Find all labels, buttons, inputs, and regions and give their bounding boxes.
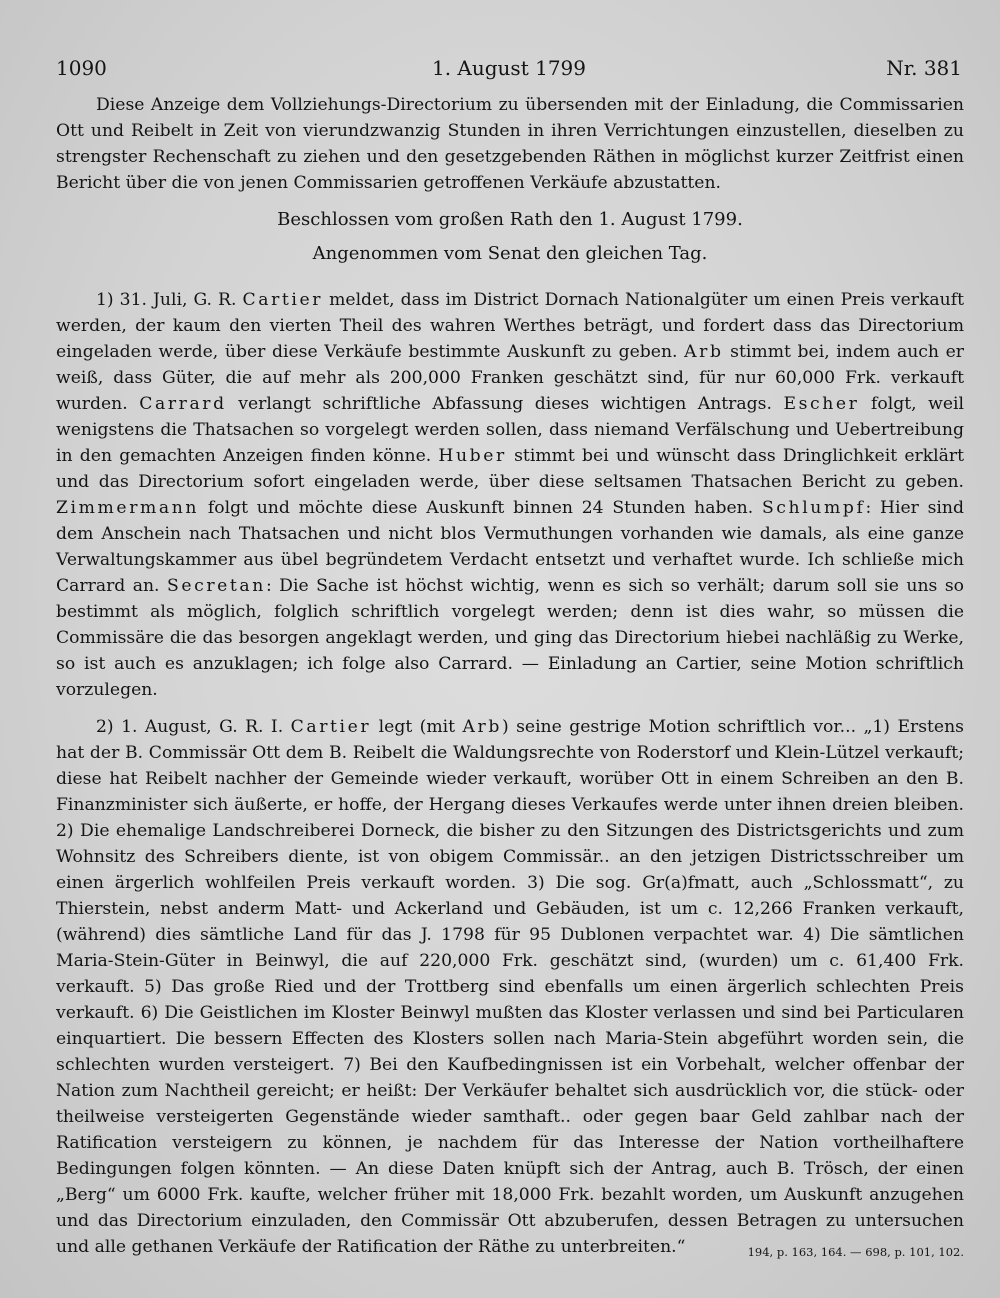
text-run: folgt und möchte diese Auskunft binnen 24 Stunden haben.	[199, 498, 762, 518]
speaker-name: Zimmermann	[56, 498, 200, 518]
speaker-name: Cartier	[290, 717, 372, 737]
text-run: stimmt bei und wünscht dass Dringlichkeit erklärt und das Directorium sofort eingeladen werde, über diese seltsamen Thatsachen Bericht zu geben.	[56, 446, 964, 492]
text-run: 2) 1. August, G. R. I.	[96, 717, 291, 737]
header-date: 1. August 1799	[431, 56, 586, 80]
speaker-name: Huber	[438, 446, 507, 466]
text-run: ) seine gestrige Motion schriftlich vor... „1) Erstens hat der B. Commissär Ott dem B. Reibelt die Waldungsrechte von Roderstorf und Klein-Lützel verkauft; diese hat Reibelt nachher der Gemeinde wieder verkauft, worüber Ott in einem Schreiben an den B. Finanzminister sich äußerte, er hoffe, der Hergang dieses Verkaufes werde unter ihnen dreien bleiben. 2) Die ehemalige Landschreiberei Dorneck, die bisher zu den Sitzungen des Districtsgerichts und zum Wohnsitz des Schreibers diente, ist von obigem Commissär.. an den jetzigen Districtsschreiber um einen ärgerlich wohlfeilen Preis verkauft worden. 3) Die sog. Gr(a)fmatt, auch „Schlossmatt“, zu Thierstein, nebst anderm Matt- und Ackerland und Gebäuden, ist um c. 12,266 Franken verkauft, (während) dies sämtliche Land für das J. 1798 für 95 Dublonen verpachtet war. 4) Die sämtlichen Maria-Stein-Güter in Beinwyl, die auf 220,000 Frk. geschätzt sind, (wurden) um c. 61,400 Frk. verkauft. 5) Das große Ried und der Trottberg sind ebenfalls um einen ärgerlich schlechten Preis verkauft. 6) Die Geistlichen im Kloster Beinwyl mußten das Kloster verlassen und sind bei Particularen einquartiert. Die bessern Effecten des Klosters sollen nach Maria-Stein abgeführt worden sein, die schlechten wurden versteigert. 7) Bei den Kaufbedingnissen ist ein Vorbehalt, welcher offenbar der Nation zum Nachtheil gereicht; er heißt: Der Verkäufer behaltet sich ausdrücklich vor, die stück- oder theilweise versteigerten Gegenstände wieder samthaft.. oder gegen baar Geld zahlbar nach der Ratification versteigern zu können, je nachdem für das Interesse der Nation vortheilhaftere Bedingungen folgen könnten. — An diese Daten knüpft sich der Antrag, auch B. Trösch, der einen „Berg“ um 6000 Frk. kaufte, welcher früher mit 18,000 Frk. bezahlt worden, um Auskunft anzugehen und das Directorium einzuladen, den Commissär Ott abzuberufen, dessen Betragen zu untersuchen und alle gethanen Verkäufe der Ratification der Räthe zu unterbreiten.“	[56, 717, 964, 1257]
page-number: 1090	[56, 56, 107, 80]
speaker-name: Arb	[684, 342, 724, 362]
page-body	[56, 92, 964, 1265]
text-run: : Hier sind dem Anschein nach Thatsachen und nicht blos Vermuthungen vorhanden wie damals, als eine ganze Verwaltungskammer aus übel begründetem Verdacht entsetzt und verhaftet wurde. Ich schließe mich Carrard an.	[56, 498, 964, 596]
text-run: meldet, dass im District Dornach Nationalgüter um einen Preis verkauft werden, der kaum den vierten Theil des wahren Werthes beträgt, und fordert dass das Directorium eingeladen werde, über diese Verkäufe bestimmte Auskunft zu geben.	[56, 290, 964, 362]
speaker-name: Cartier	[242, 290, 324, 310]
document-number: Nr. 381	[886, 56, 962, 80]
speaker-name: Secretan	[166, 576, 266, 596]
source-reference: 194, p. 163, 164. — 698, p. 101, 102.	[747, 1245, 964, 1259]
text-run: folgt, weil wenigstens die Thatsachen so vorgelegt werden sollen, dass niemand Verfälschung und Uebertreibung in den gemachten Anzeigen finden könne.	[56, 394, 964, 466]
text-run: stimmt bei, indem auch er weiß, dass Güter, die auf mehr als 200,000 Franken geschätzt sind, für nur 60,000 Frk. verkauft wurden.	[56, 342, 964, 414]
page-header	[56, 56, 962, 86]
speaker-name: Schlumpf	[761, 498, 866, 518]
section-1-paragraph	[56, 287, 964, 703]
text-run: legt (mit	[371, 717, 463, 737]
speaker-name: Carrard	[139, 394, 227, 414]
senate-resolution: Angenommen vom Senat den gleichen Tag.	[312, 243, 708, 264]
section-2-paragraph	[56, 714, 964, 1260]
text-run: : Die Sache ist höchst wichtig, wenn es sich so verhält; darum soll sie uns so bestimmt als möglich, folglich schriftlich vorgelegt werden; denn ist dies wahr, so müssen die Commissäre die das besorgen angeklagt werden, und ging das Directorium hiebei nachläßig zu Werke, so ist auch es anzuklagen; ich folge also Carrard. — Einladung an Cartier, seine Motion schriftlich vorzulegen.	[56, 576, 964, 700]
speaker-name: Arb	[462, 717, 502, 737]
council-resolution: Beschlossen vom großen Rath den 1. August 1799.	[277, 209, 743, 230]
text-run: verlangt schriftliche Abfassung dieses wichtigen Antrags.	[226, 394, 784, 414]
speaker-name: Escher	[783, 394, 860, 414]
text-run: 1) 31. Juli, G. R.	[96, 290, 243, 310]
intro-paragraph: Diese Anzeige dem Vollziehungs-Directorium zu übersenden mit der Einladung, die Commissarien Ott und Reibelt in Zeit von vierundzwanzig Stunden in ihren Verrichtungen einzustellen, dieselben zu strengster Rechenschaft zu ziehen und den gesetzgebenden Räthen in möglichst kurzer Zeitfrist einen Bericht über die von jenen Commissarien getroffenen Verkäufe abzustatten.	[56, 95, 964, 193]
